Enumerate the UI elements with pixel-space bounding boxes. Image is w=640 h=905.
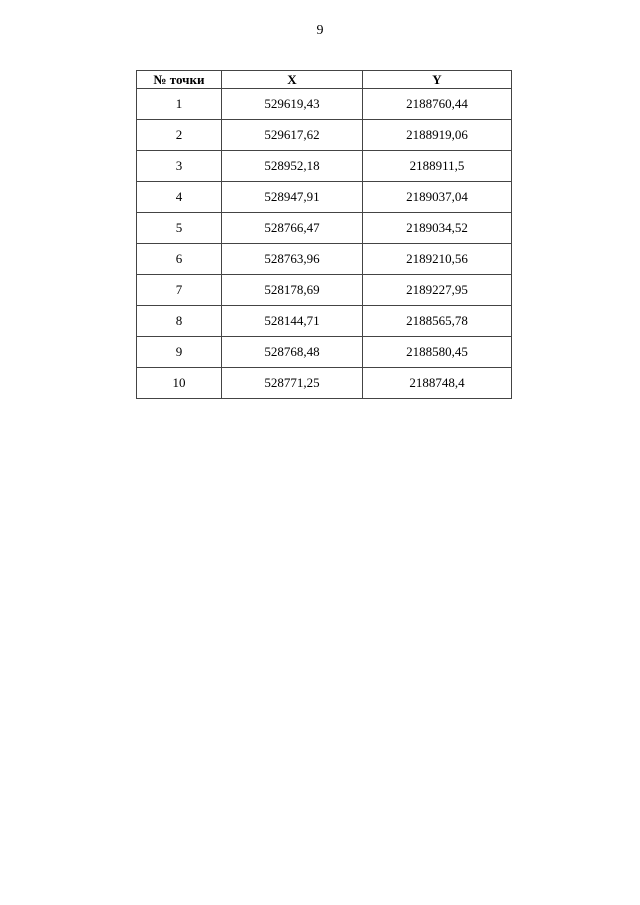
point-number-cell: 4 [137,182,222,213]
y-cell: 2189210,56 [363,244,512,275]
point-number-cell: 1 [137,89,222,120]
y-cell: 2189037,04 [363,182,512,213]
x-cell: 528763,96 [222,244,363,275]
point-number-cell: 7 [137,275,222,306]
table-row [137,337,512,368]
table-row [137,306,512,337]
x-cell: 528766,47 [222,213,363,244]
x-cell: 529619,43 [222,89,363,120]
y-cell: 2188911,5 [363,151,512,182]
y-cell: 2188919,06 [363,120,512,151]
point-number-cell: 5 [137,213,222,244]
coordinates-table [136,70,512,399]
point-number-cell: 9 [137,337,222,368]
header-x: X [222,71,363,89]
point-number-cell: 8 [137,306,222,337]
table-row [137,244,512,275]
point-number-cell: 2 [137,120,222,151]
y-cell: 2188748,4 [363,368,512,399]
table-row [137,89,512,120]
y-cell: 2188565,78 [363,306,512,337]
x-cell: 528771,25 [222,368,363,399]
header-y: Y [363,71,512,89]
point-number-cell: 6 [137,244,222,275]
table-header-row [137,71,512,89]
table-row [137,368,512,399]
y-cell: 2188580,45 [363,337,512,368]
point-number-cell: 3 [137,151,222,182]
x-cell: 528947,91 [222,182,363,213]
x-cell: 528178,69 [222,275,363,306]
y-cell: 2189227,95 [363,275,512,306]
y-cell: 2189034,52 [363,213,512,244]
x-cell: 528144,71 [222,306,363,337]
x-cell: 529617,62 [222,120,363,151]
point-number-cell: 10 [137,368,222,399]
table-row [137,275,512,306]
x-cell: 528952,18 [222,151,363,182]
header-point-number: № точки [137,71,222,89]
page-number: 9 [316,23,324,38]
y-cell: 2188760,44 [363,89,512,120]
table-row [137,151,512,182]
table-row [137,120,512,151]
x-cell: 528768,48 [222,337,363,368]
table-row [137,182,512,213]
table-row [137,213,512,244]
